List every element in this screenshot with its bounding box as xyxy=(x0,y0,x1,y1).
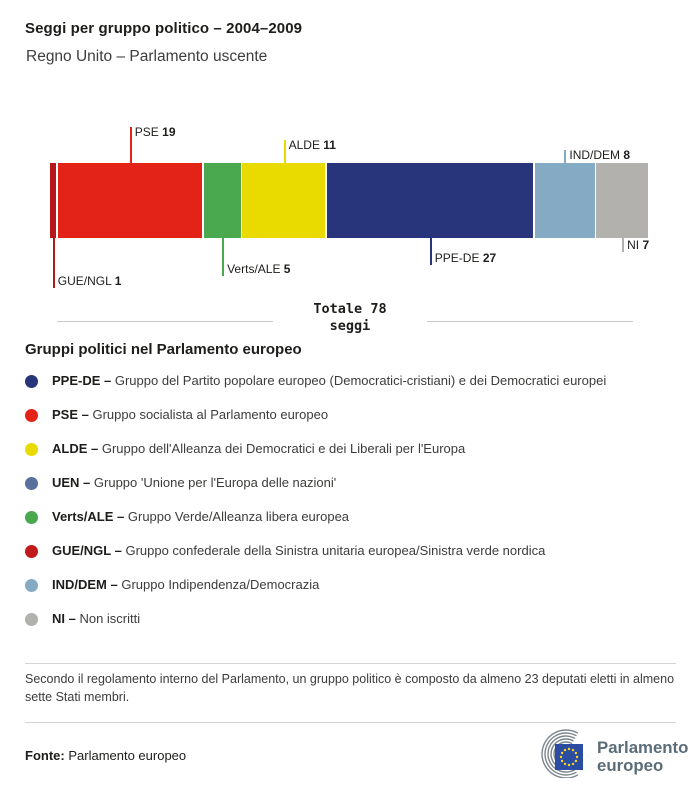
callout-label-IND/DEM xyxy=(569,149,630,162)
legend-item: GUE/NGL – Gruppo confederale della Sinistra unitaria europea/Sinistra verde nordica xyxy=(52,543,546,558)
bar-segment-PSE xyxy=(58,163,203,238)
legend-group-name: PPE-DE – xyxy=(52,373,112,388)
page-subtitle: Regno Unito – Parlamento uscente xyxy=(26,48,268,65)
leader-line-Verts/ALE xyxy=(222,238,224,276)
legend-dot-ALDE xyxy=(25,443,38,456)
bar-segment-NI xyxy=(596,163,648,238)
total-seats-label xyxy=(0,301,700,334)
total-seats-line1: Totale 78 xyxy=(313,301,387,317)
callout-label-GUE/NGL xyxy=(58,275,122,288)
footnote-divider-top xyxy=(25,663,676,664)
footnote-text: Secondo il regolamento interno del Parlamento, un gruppo politico è composto da almeno 23 deputati eletti in almeno sette Stati membri. xyxy=(25,672,675,704)
logo-text-line2: europeo xyxy=(597,756,664,775)
legend-group-name: UEN – xyxy=(52,475,91,490)
callout-group-name: Verts/ALE xyxy=(227,262,284,276)
legend-dot-Verts/ALE xyxy=(25,511,38,524)
leader-line-IND/DEM xyxy=(564,150,566,163)
legend-dot-PSE xyxy=(25,409,38,422)
callout-seat-count: 19 xyxy=(162,125,176,139)
source-label: Fonte: xyxy=(25,748,65,763)
callout-seat-count: 5 xyxy=(283,262,291,276)
leader-line-GUE/NGL xyxy=(53,238,55,288)
source-line xyxy=(25,748,186,763)
legend-group-name: PSE – xyxy=(52,407,89,422)
callout-label-NI xyxy=(627,239,649,252)
legend-dot-IND/DEM xyxy=(25,579,38,592)
legend-dot-GUE/NGL xyxy=(25,545,38,558)
legend-heading: Gruppi politici nel Parlamento europeo xyxy=(25,341,302,358)
callout-seat-count: 27 xyxy=(482,251,497,265)
total-seats-line2: seggi xyxy=(329,317,371,334)
legend-item: UEN – Gruppo 'Unione per l'Europa delle nazioni' xyxy=(52,475,337,490)
leader-line-ALDE xyxy=(284,140,286,163)
bar-segment-ALDE xyxy=(242,163,325,238)
callout-label-ALDE xyxy=(289,139,336,152)
bar-segment-IND/DEM xyxy=(535,163,595,238)
legend-dot-PPE-DE xyxy=(25,375,38,388)
legend-dot-UEN xyxy=(25,477,38,490)
eu-flag-icon xyxy=(555,744,583,770)
callout-seat-count: 11 xyxy=(323,138,336,152)
seats-stacked-bar-chart xyxy=(0,0,700,300)
callout-group-name: ALDE xyxy=(288,138,324,152)
leader-line-PSE xyxy=(130,127,132,163)
legend-group-name: GUE/NGL – xyxy=(52,543,122,558)
legend-group-name: Verts/ALE – xyxy=(52,509,125,524)
legend-item: Verts/ALE – Gruppo Verde/Alleanza libera europea xyxy=(52,509,350,524)
legend-group-name: ALDE – xyxy=(52,441,99,456)
leader-line-NI xyxy=(622,238,624,252)
bar-segment-PPE-DE xyxy=(327,163,533,238)
legend-group-name: NI – xyxy=(52,611,76,626)
legend-dot-NI xyxy=(25,613,38,626)
legend-item: ALDE – Gruppo dell'Alleanza dei Democratici e dei Liberali per l'Europa xyxy=(52,441,466,456)
european-parliament-logo xyxy=(520,723,690,778)
legend-item: NI – Non iscritti xyxy=(52,611,141,626)
logo-text-line1: Parlamento xyxy=(597,738,689,757)
callout-seat-count: 1 xyxy=(114,274,122,288)
bar-segment-Verts/ALE xyxy=(204,163,241,238)
callout-group-name: PSE xyxy=(134,125,163,139)
callout-label-PSE xyxy=(135,126,176,139)
source-value-text: Parlamento europeo xyxy=(68,748,187,763)
leader-line-PPE-DE xyxy=(430,238,432,265)
callout-seat-count: 8 xyxy=(623,148,631,162)
callout-seat-count: 7 xyxy=(642,238,650,252)
callout-group-name: GUE/NGL xyxy=(57,274,115,288)
legend-item: PSE – Gruppo socialista al Parlamento europeo xyxy=(52,407,329,422)
legend-item: IND/DEM – Gruppo Indipendenza/Democrazia xyxy=(52,577,320,592)
page-title: Seggi per gruppo politico – 2004–2009 xyxy=(25,20,303,37)
legend-group-name: IND/DEM – xyxy=(52,577,118,592)
callout-group-name: PPE-DE xyxy=(434,251,483,265)
callout-label-Verts/ALE xyxy=(227,263,290,276)
callout-label-PPE-DE xyxy=(435,252,496,265)
legend-item: PPE-DE – Gruppo del Partito popolare europeo (Democratici-cristiani) e dei Democratici europei xyxy=(52,373,607,388)
callout-group-name: NI xyxy=(627,238,643,252)
bar-segment-GUE/NGL xyxy=(50,163,56,238)
callout-group-name: IND/DEM xyxy=(569,148,624,162)
